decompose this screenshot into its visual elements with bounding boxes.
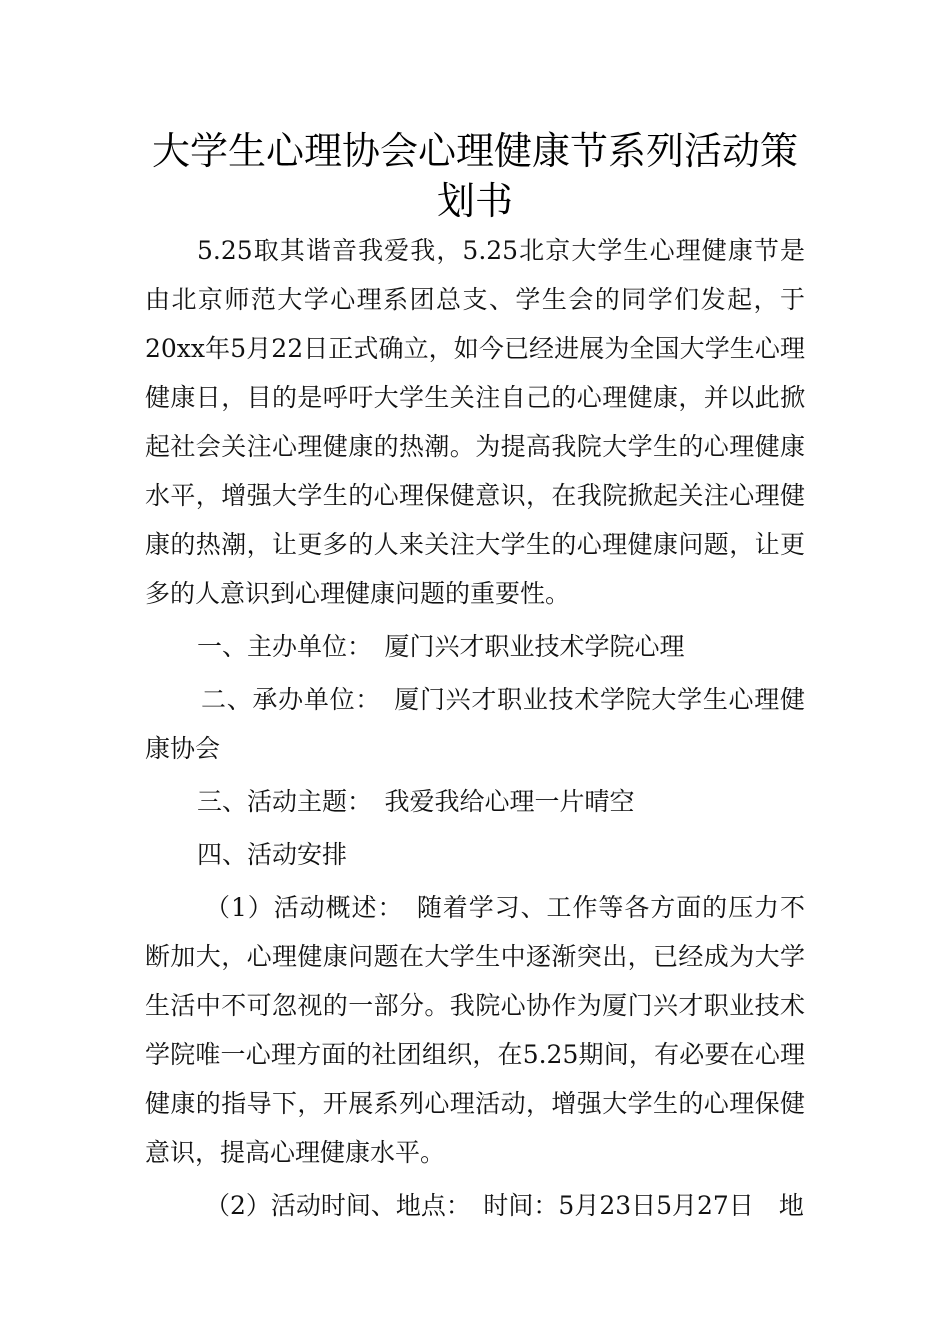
intro-paragraph: 5.25取其谐音我爱我，5.25北京大学生心理健康节是由北京师范大学心理系团总支、学生会的同学们发起，于20xx年5月22日正式确立，如今已经进展为全国大学生心理健康日，目的是呼吁大学生关注自己的心理健康，并以此掀起社会关注心理健康的热潮。为提高我院大学生的心理健康水平，增强大学生的心理保健意识，在我院掀起关注心理健康的热潮，让更多的人来关注大学生的心理健康问题，让更多的人意识到心理健康问题的重要性。 [145, 236, 805, 608]
theme-paragraph: 三、活动主题： 我爱我给心理一片晴空 [197, 787, 635, 816]
document-title: 大学生心理协会心理健康节系列活动策划书 [151, 129, 798, 223]
schedule-heading: 四、活动安排 [197, 840, 348, 869]
overview-paragraph: （1）活动概述： 随着学习、工作等各方面的压力不断加大，心理健康问题在大学生中逐渐突出，已经成为大学生活中不可忽视的一部分。我院心协作为厦门兴才职业技术学院唯一心理方面的社团组织，在5.25期间，有必要在心理健康的指导下，开展系列心理活动，增强大学生的心理保健意识，提高心理健康水平。 [145, 893, 805, 1167]
organizer-paragraph: 一、主办单位： 厦门兴才职业技术学院心理 [197, 632, 685, 661]
time-location-paragraph: （2）活动时间、地点： 时间：5月23日5月27日 地 [205, 1191, 804, 1220]
co-organizer-paragraph: 二、承办单位： 厦门兴才职业技术学院大学生心理健康协会 [145, 685, 805, 763]
document-body [145, 226, 805, 1230]
